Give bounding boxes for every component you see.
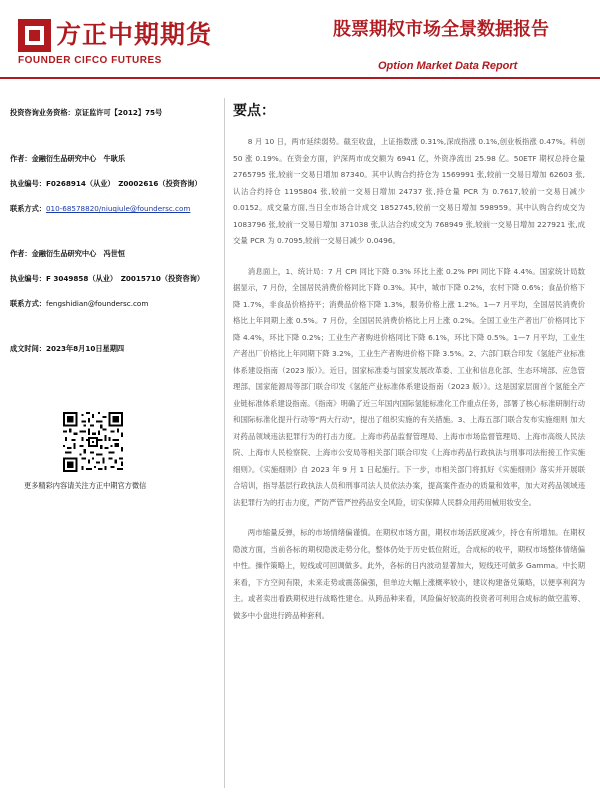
paragraph-news: 消息面上，1、统计局：7 月 CPI 同比下降 0.3% 环比上涨 0.2% PPI 同比下降 4.4%。国家统计局数据显示，7 月份，全国居民消费价格同比下降 0.3%。其中，城市下降 0.2%，农村下降 0.6%；食品价格下降 1.7%，非食品价格持平；消费品价格下降 1.3%，服务价格上涨 1.2%。1—7 月平均，全国居民消费价格比上年同期上涨 0.5%。7 月份，全国居民消费价格比上月上涨 0.2%。全国工业生产者出厂价格同比下降 4.4%，环比下降 0.2%；工业生产者购进价格同比下降 6.1%，环比下降 0.5%。1—7 月平均，工业生产者出厂价格比上年同期下降 3.2%，工业生产者购进价格下降 3.5%。2、六部门联合印发《氢能产业标准体系建设指南（2023 版）》。近日，国家标准委与国家发展改革委、工业和信息化部、生态环境部、应急管理部、国家能源局等部门联合印发《氢能产业标准体系建设指南（2023 版）》。这是国家层面首个氢能全产业链标准体系建设指南。《指南》明确了近三年国内国际氢能标准化工作重点任务，部署了核心标准研制行动和国际标准化提升行动等"两大行动"，提出了组织实施的有关措施。3、上海五部门联合发布实施细则 加大对药品领域违法犯罪行为的打击力度。上海市药品监督管理局、上海市市场监督管理局、上海市高级人民法院、上海市人民检察院、上海市公安局等相关部门联合印发《上海市药品行政执法与刑事司法衔接工作实施细则》。《实施细则》自 2023 年 9 月 1 日起施行。下一步，市相关部门将抓好《实施细则》落实并开展联合培训，指导基层行政执法人员和刑事司法人员依法办案，提高案件查办的质量和效率，加大对药品领域违法犯罪行为的打击力度，严防严管严控药品安全风险，切实保障人民群众用药用械用妆安全。 xyxy=(233,266,585,507)
author1-email-link[interactable]: 010-68578820/niuqiule@foundersc.com xyxy=(45,204,191,213)
report-title-cn: 股票期权市场全景数据报告 xyxy=(333,19,549,40)
section-title: 要点： xyxy=(233,103,275,119)
author1-contact: 联系方式：010-68578820/niuqiule@foundersc.com xyxy=(10,204,191,213)
author1-cert: 执业编号：F0268914（从业） Z0002616（投资咨询） xyxy=(10,179,202,188)
company-logo-icon xyxy=(18,19,51,52)
company-name-en: FOUNDER CIFCO FUTURES xyxy=(18,55,162,66)
author2-cert: 执业编号：F 3049858（从业） Z0015710（投资咨询） xyxy=(10,274,205,283)
author2-name: 作者：金融衍生品研究中心 冯世恒 xyxy=(10,249,126,258)
author1-name: 作者：金融衍生品研究中心 牛耿乐 xyxy=(10,154,126,163)
paragraph-strategy: 两市缩量反弹，标的市场情绪偏谨慎。在期权市场方面，期权市场活跃度减少，持仓有所增加。在期权隐波方面，当前各标的期权隐波走势分化，整体仍处于历史低位附近，合成标的收平，期权市场整体情绪偏中性。操作策略上，短线或可回调做多。此外，各标的日内波动显著加大，短线还可做多 Gamma。中长期来看，下方空间有限，未来走势或震荡偏强，但单边大幅上涨概率较小，建议构建备兑策略，以便享利润为主。或者卖出看跌期权进行战略性建仓。从跨品种来看，风险偏好较高的投资者可利用合成标的做空蓝筹、做多中小盘进行跨品种套利。 xyxy=(233,528,585,620)
header-divider xyxy=(0,77,600,79)
company-name-cn: 方正中期期货 xyxy=(56,20,213,49)
main-content xyxy=(233,100,585,638)
qualification-line: 投资咨询业务资格：京证监许可【2012】75号 xyxy=(10,108,163,117)
wechat-qr-code-icon xyxy=(63,412,123,472)
column-divider xyxy=(224,98,225,788)
qr-caption: 更多精彩内容请关注方正中期官方微信 xyxy=(24,481,147,490)
report-title-en: Option Market Data Report xyxy=(378,60,518,72)
author2-contact: 联系方式：fengshidian@foundersc.com xyxy=(10,299,149,308)
publish-date: 成文时间：2023年8月10日星期四 xyxy=(10,344,125,353)
paragraph-market-summary: 8 月 10 日，两市延续弱势。截至收盘，上证指数涨 0.31%,深成指涨 0.1%,创业板指涨 0.47%。科创 50 涨 0.19%。在资金方面，沪深两市成交额为 6941 亿，外资净流出 25.98 亿。50ETF 期权总持仓量 2765795 张,较前一交易日增加 87340。其中认购合约持仓为 1569991 张,较前一交易日增加 62603 张,认沽合约持仓 1195804 张,较前一交易日增加 24737 张,持仓量 PCR 为 0.7617,较前一交易日减少 0.0152。成交量方面,当日全市场合计成交 1852745,较前一交易日增加 598959。其中认购合约成交为 1083796 张,较前一交易日增加 371038 张,认沽合约成交为 768949 张,较前一交易日增加 227921 张,成交量 PCR 为 0.7095,较前一交易日减少 0.0496。 xyxy=(233,137,585,245)
report-header xyxy=(0,0,600,72)
